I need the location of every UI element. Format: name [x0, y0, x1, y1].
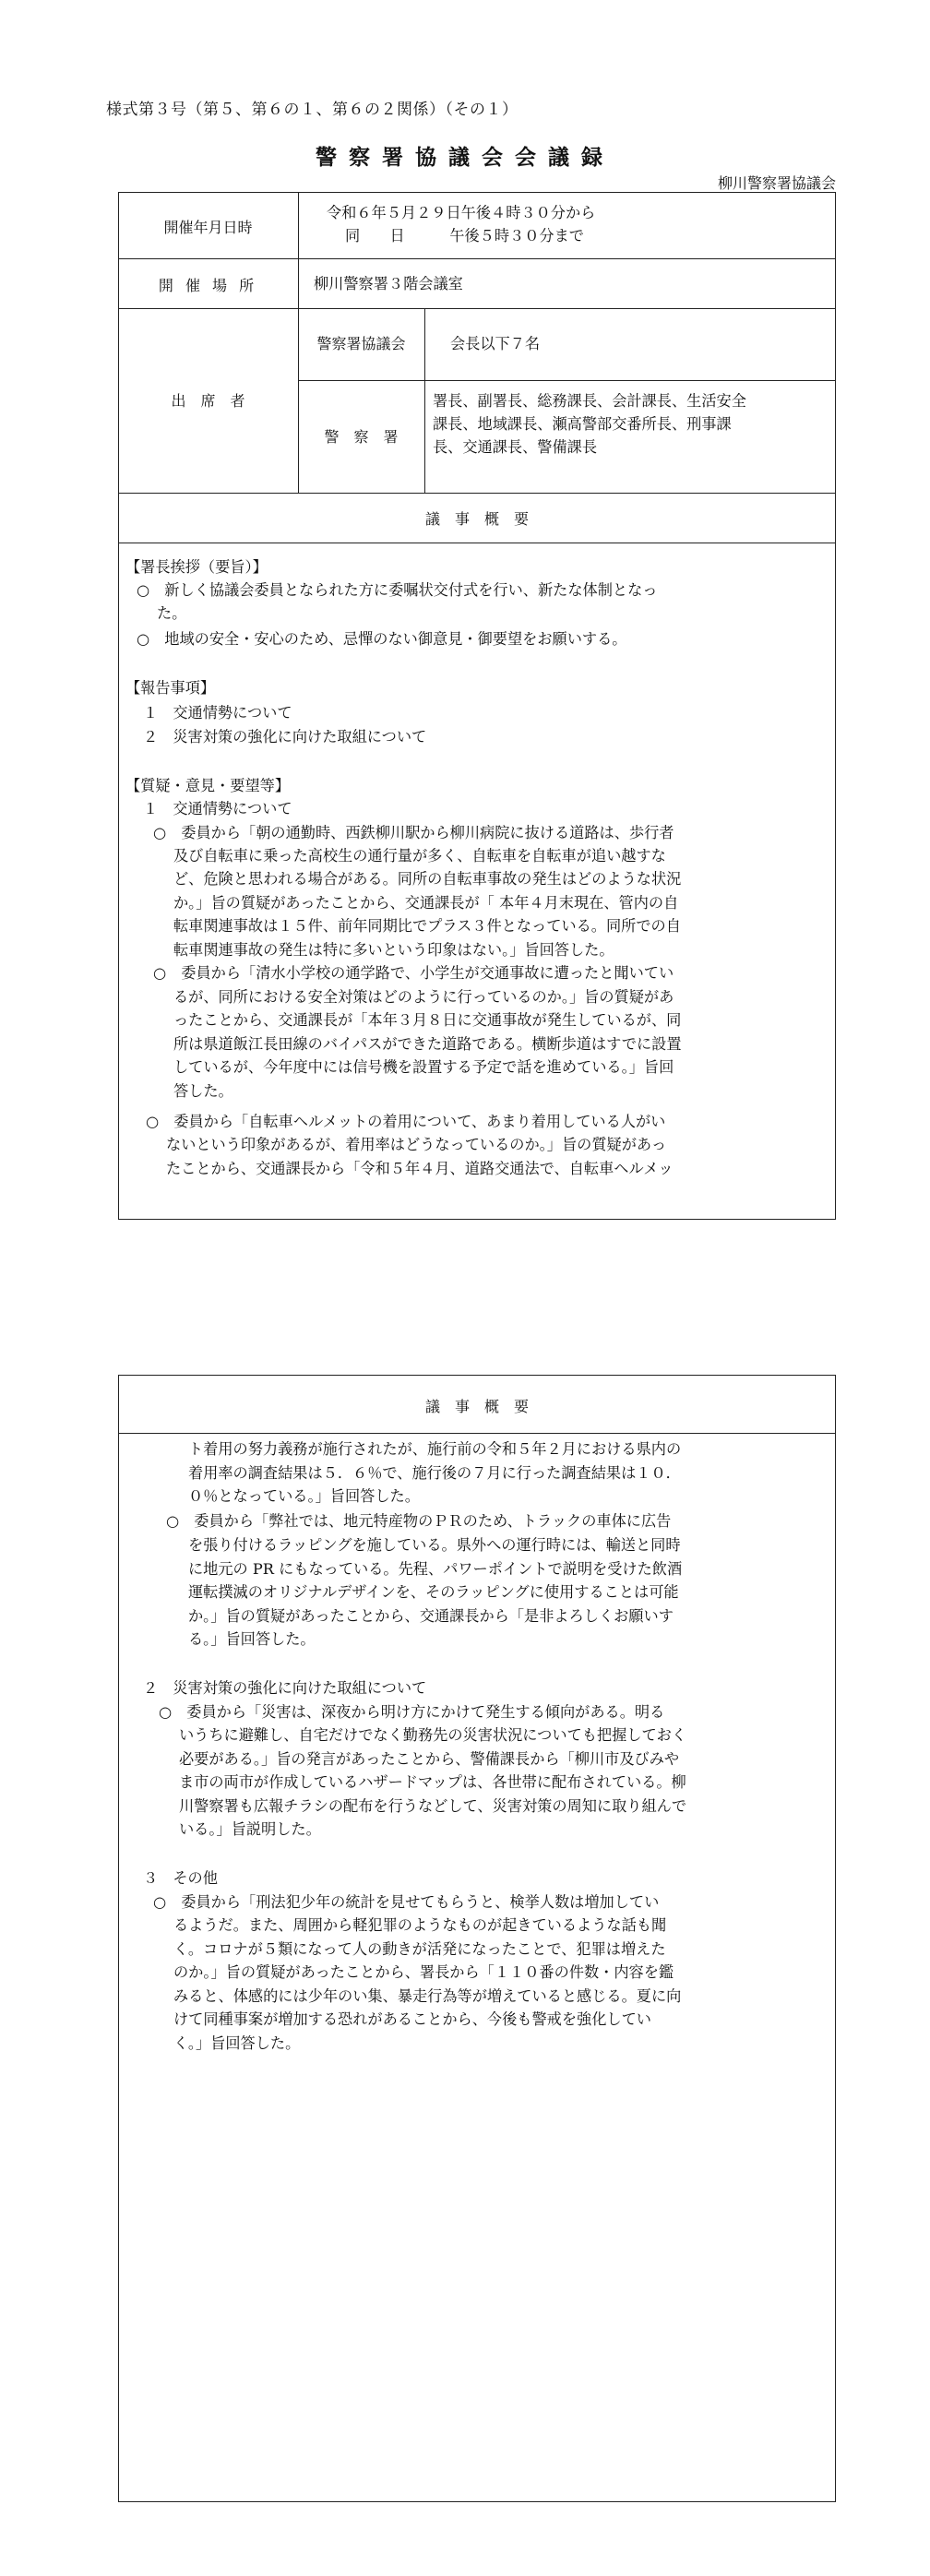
report-item-2: ２ 災害対策の強化に向けた取組について — [143, 728, 427, 745]
qa6-line3: く。コロナが５類になって人の動きが活発になったことで、犯罪は増えた — [173, 1940, 666, 1958]
police-value-line1: 署長、副署長、総務課長、会計課長、生活安全 — [433, 392, 746, 410]
qa5-line4: ま市の両市が作成しているハザードマップは、各世帯に配布されている。柳 — [179, 1773, 686, 1791]
report-item-1: １ 交通情勢について — [143, 704, 292, 722]
greeting-item-1-line2: た。 — [157, 604, 187, 622]
qa1-line1: ○ 委員から「朝の通勤時、西鉄柳川駅から柳川病院に抜ける道路は、歩行者 — [153, 824, 674, 841]
date-value-line1: 令和６年５月２９日午後４時３０分から — [327, 204, 596, 221]
police-label: 警 察 署 — [324, 428, 399, 446]
form-number-label: 様式第３号（第５、第６の１、第６の２関係）（その１） — [106, 101, 519, 119]
qa4-line2: を張り付けるラッピングを施している。県外への運行時には、輸送と同時 — [188, 1536, 681, 1554]
qa3-cont-line3: ０％となっている。」旨回答した。 — [188, 1487, 420, 1505]
qa6-line7: く。」旨回答した。 — [173, 2034, 301, 2052]
qa5-line1: ○ 委員から「災害は、深夜から明け方にかけて発生する傾向がある。明る — [159, 1703, 665, 1721]
qa4-line3: に地元の PR にもなっている。先程、パワーポイントで説明を受けた飲酒 — [188, 1560, 683, 1578]
summary-header-page2: 議 事 概 要 — [424, 1398, 529, 1415]
grid-line — [118, 493, 836, 494]
qa2-line3: ったことから、交通課長が「本年３月８日に交通事故が発生しているが、同 — [173, 1011, 682, 1029]
qa1-line4: か。」旨の質疑があったことから、交通課長が「 本年４月末現在、管内の自 — [173, 894, 679, 912]
place-label: 開 催 場 所 — [158, 277, 258, 294]
grid-line — [298, 380, 836, 381]
qa5-line6: いる。」旨説明した。 — [179, 1820, 321, 1838]
grid-line — [118, 308, 836, 309]
grid-line — [118, 1433, 836, 1434]
qa4-line1: ○ 委員から「弊社では、地元特産物のＰＲのため、トラックの車体に広告 — [166, 1512, 672, 1530]
attendees-label: 出 席 者 — [171, 392, 245, 410]
qa4-line4: 運転撲滅のオリジナルデザインを、そのラッピングに使用することは可能 — [188, 1583, 679, 1601]
qa5-line2: いうちに避難し、自宅だけでなく勤務先の災害状況についても把握しておく — [179, 1726, 687, 1744]
council-label: 警察署協議会 — [316, 335, 406, 352]
qa4-line5: か。」旨の質疑があったことから、交通課長から「是非よろしくお願いす — [188, 1607, 674, 1625]
council-value: 会長以下７名 — [450, 335, 541, 352]
greeting-item-2: ○ 地域の安全・安心のため、忌憚のない御意見・御要望をお願いする。 — [137, 630, 627, 648]
qa3-cont-line1: ト着用の努力義務が施行されたが、施行前の令和５年２月における県内の — [188, 1440, 682, 1458]
police-value-line2: 課長、地域課長、瀬高警部交番所長、刑事課 — [433, 415, 732, 433]
qa3-line2: ないという印象があるが、着用率はどうなっているのか。」旨の質疑があっ — [166, 1136, 667, 1153]
greeting-item-1-line1: ○ 新しく協議会委員となられた方に委嘱状交付式を行い、新たな体制となっ — [137, 581, 658, 599]
qa2-line5: しているが、今年度中には信号機を設置する予定で話を進めている。」旨回 — [173, 1058, 674, 1076]
qa3-line1: ○ 委員から「自転車ヘルメットの着用について、あまり着用している人がい — [146, 1113, 666, 1130]
summary-header: 議 事 概 要 — [424, 510, 529, 528]
qa5-line5: 川警察署も広報チラシの配布を行うなどして、災害対策の周知に取り組んで — [179, 1797, 687, 1815]
police-value-line3: 長、交通課長、警備課長 — [433, 438, 598, 456]
place-value: 柳川警察署３階会議室 — [314, 275, 463, 292]
qa-subheading-3: ３ その他 — [143, 1869, 218, 1887]
qa-subheading-2: ２ 災害対策の強化に向けた取組について — [143, 1679, 427, 1697]
qa3-line3: たことから、交通課長から「令和５年４月、道路交通法で、自転車ヘルメッ — [166, 1160, 674, 1177]
qa-subheading-1: １ 交通情勢について — [143, 800, 292, 817]
qa1-line5: 転車関連事故は１５件、前年同期比でプラス３件となっている。同所での自 — [173, 917, 681, 935]
qa2-line1: ○ 委員から「清水小学校の通学路で、小学生が交通事故に遭ったと聞いてい — [153, 964, 674, 982]
date-label: 開催年月日時 — [163, 219, 253, 236]
qa6-line2: るようだ。また、周囲から軽犯罪のようなものが起きているような話も聞 — [173, 1916, 667, 1934]
qa5-line3: 必要がある。」旨の発言があったことから、警備課長から「柳川市及びみや — [179, 1750, 680, 1768]
greeting-heading: 【署長挨拶（要旨）】 — [125, 558, 268, 576]
qa2-line6: 答した。 — [173, 1082, 233, 1100]
grid-line — [424, 308, 425, 493]
qa6-line5: みると、体感的には少年のい集、暴走行為等が増えていると感じる。夏に向 — [173, 1987, 682, 2005]
organization-name: 柳川警察署協議会 — [717, 174, 836, 192]
grid-line — [118, 258, 836, 259]
qa6-line1: ○ 委員から「刑法犯少年の統計を見せてもらうと、検挙人数は増加してい — [153, 1893, 660, 1911]
document-title: 警察署協議会会議録 — [316, 145, 614, 170]
qa2-line4: 所は県道飯江長田線のバイパスができた道路である。横断歩道はすでに設置 — [173, 1035, 682, 1053]
date-value-line2: 同 日 午後５時３０分まで — [345, 227, 584, 244]
qa6-line6: けて同種事案が増加する恐れがあることから、今後も警戒を強化してい — [173, 2010, 651, 2028]
qa1-line2: 及び自転車に乗った高校生の通行量が多く、自転車を自転車が追い越すな — [173, 847, 666, 865]
qa1-line6: 転車関連事故の発生は特に多いという印象はない。」旨回答した。 — [173, 941, 614, 959]
report-heading: 【報告事項】 — [125, 679, 216, 697]
qa4-line6: る。」旨回答した。 — [188, 1630, 316, 1648]
qa3-cont-line2: 着用率の調査結果は５．６％で、施行後の７月に行った調査結果は１０． — [188, 1464, 681, 1482]
qa1-line3: ど、危険と思われる場合がある。同所の自転車事故の発生はどのような状況 — [173, 870, 682, 888]
qa-heading: 【質疑・意見・要望等】 — [125, 777, 291, 794]
qa2-line2: るが、同所における安全対策はどのように行っているのか。」旨の質疑があ — [173, 988, 674, 1006]
qa6-line4: のか。」旨の質疑があったことから、署長から「１１０番の件数・内容を鑑 — [173, 1963, 674, 1981]
